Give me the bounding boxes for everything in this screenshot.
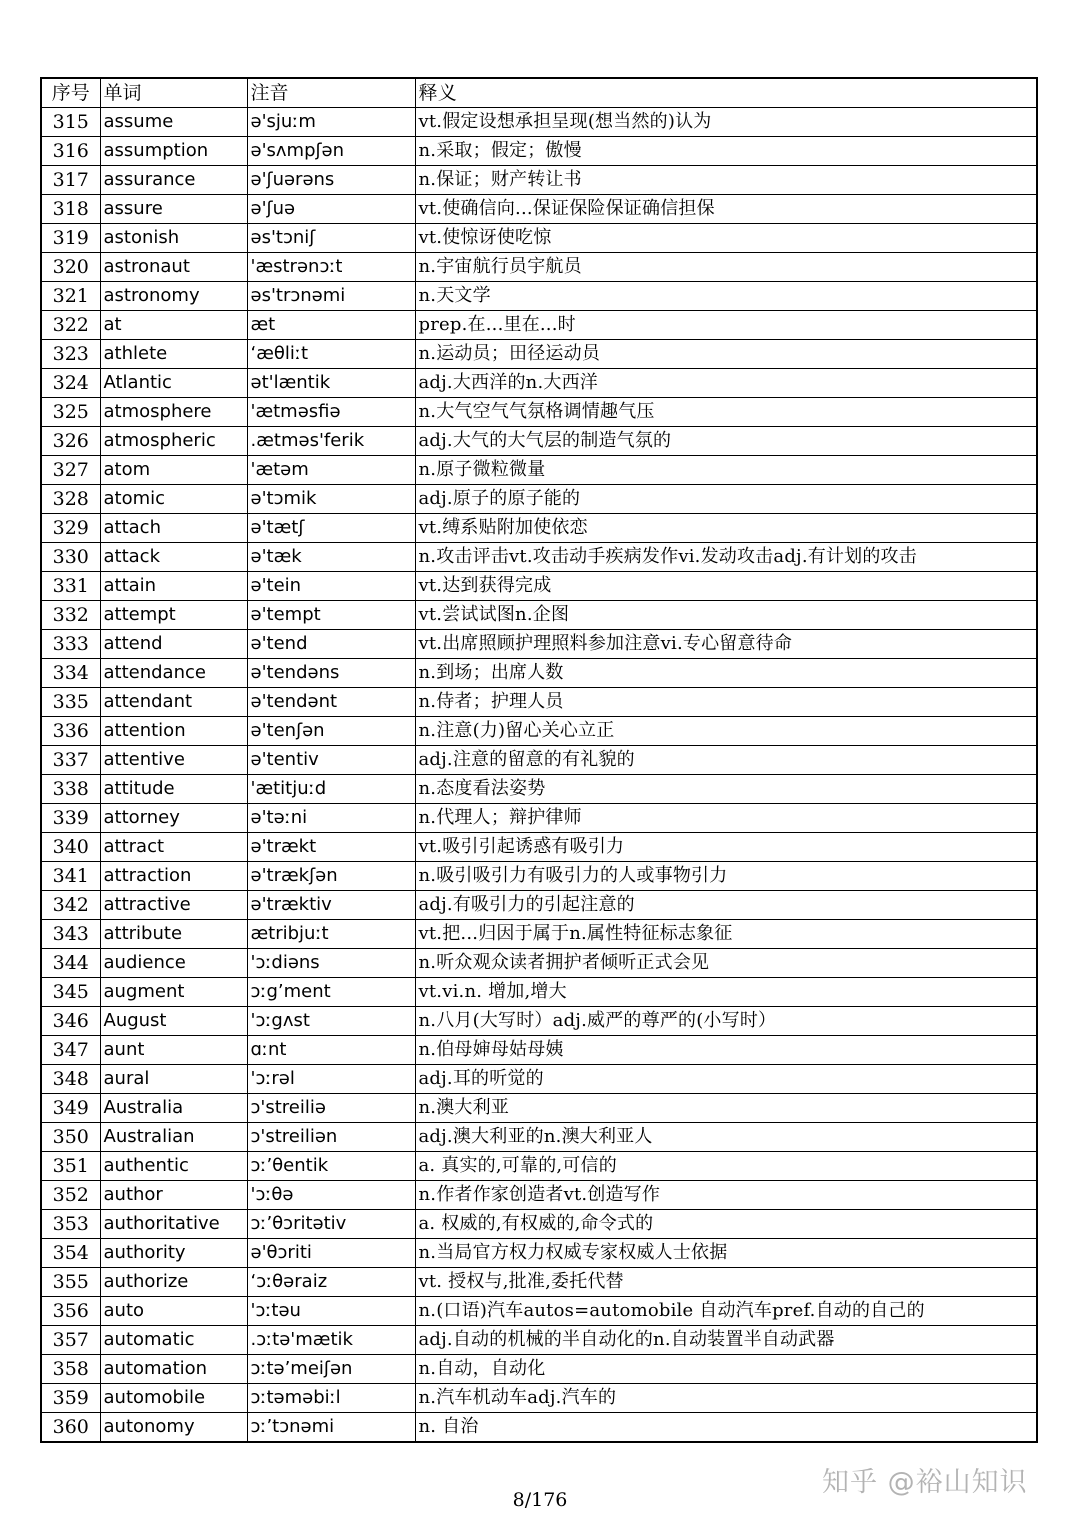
row-phonetic: .ɔːtə'mætik <box>247 1326 415 1355</box>
row-definition: n.吸引吸引力有吸引力的人或事物引力 <box>415 862 1037 891</box>
table-row <box>41 949 1037 978</box>
row-phonetic: .ætməs'ferik <box>247 427 415 456</box>
row-definition: n.态度看法姿势 <box>415 775 1037 804</box>
table-row <box>41 1181 1037 1210</box>
row-number: 357 <box>41 1326 100 1355</box>
row-phonetic: ɔː’θentik <box>247 1152 415 1181</box>
row-phonetic: ə'trækt <box>247 833 415 862</box>
row-word: atom <box>100 456 247 485</box>
table-row <box>41 224 1037 253</box>
row-word: Australian <box>100 1123 247 1152</box>
row-word: authorize <box>100 1268 247 1297</box>
row-word: assumption <box>100 137 247 166</box>
row-number: 352 <box>41 1181 100 1210</box>
table-row <box>41 282 1037 311</box>
row-definition: adj.大西洋的n.大西洋 <box>415 369 1037 398</box>
row-number: 355 <box>41 1268 100 1297</box>
row-phonetic: 'ɔːtəu <box>247 1297 415 1326</box>
table-row <box>41 1094 1037 1123</box>
row-phonetic: 'ætməsfiə <box>247 398 415 427</box>
row-phonetic: ə'tentiv <box>247 746 415 775</box>
row-number: 346 <box>41 1007 100 1036</box>
table-row <box>41 1152 1037 1181</box>
table-row <box>41 630 1037 659</box>
row-definition: vt.使确信向...保证保险保证确信担保 <box>415 195 1037 224</box>
table-row <box>41 1065 1037 1094</box>
table-row <box>41 195 1037 224</box>
row-definition: n.八月(大写时）adj.威严的尊严的(小写时） <box>415 1007 1037 1036</box>
table-row <box>41 1268 1037 1297</box>
table-row <box>41 1210 1037 1239</box>
row-phonetic: ə'θɔriti <box>247 1239 415 1268</box>
row-phonetic: ‘æθliːt <box>247 340 415 369</box>
row-phonetic: 'ɔːgʌst <box>247 1007 415 1036</box>
row-definition: n. 自治 <box>415 1413 1037 1443</box>
row-definition: adj.澳大利亚的n.澳大利亚人 <box>415 1123 1037 1152</box>
row-definition: adj.原子的原子能的 <box>415 485 1037 514</box>
table-row <box>41 137 1037 166</box>
row-number: 339 <box>41 804 100 833</box>
row-definition: adj.自动的机械的半自动化的n.自动装置半自动武器 <box>415 1326 1037 1355</box>
row-definition: n.自动，自动化 <box>415 1355 1037 1384</box>
row-definition: n.作者作家创造者vt.创造写作 <box>415 1181 1037 1210</box>
row-definition: n.澳大利亚 <box>415 1094 1037 1123</box>
row-definition: n.采取；假定；傲慢 <box>415 137 1037 166</box>
row-number: 317 <box>41 166 100 195</box>
row-word: aunt <box>100 1036 247 1065</box>
row-number: 343 <box>41 920 100 949</box>
row-phonetic: 'ætitjuːd <box>247 775 415 804</box>
table-row <box>41 601 1037 630</box>
row-definition: vt.吸引引起诱惑有吸引力 <box>415 833 1037 862</box>
vocabulary-table <box>40 77 1038 1443</box>
table-row <box>41 659 1037 688</box>
table-row <box>41 311 1037 340</box>
row-definition: vt.把...归因于属于n.属性特征标志象征 <box>415 920 1037 949</box>
row-phonetic: əs'trɔnəmi <box>247 282 415 311</box>
row-number: 345 <box>41 978 100 1007</box>
row-phonetic: ə'tæk <box>247 543 415 572</box>
table-row <box>41 369 1037 398</box>
row-definition: vt.vi.n. 增加,增大 <box>415 978 1037 1007</box>
table-row <box>41 775 1037 804</box>
row-definition: vt.使惊讶使吃惊 <box>415 224 1037 253</box>
row-phonetic: ætribjuːt <box>247 920 415 949</box>
table-row <box>41 572 1037 601</box>
row-number: 349 <box>41 1094 100 1123</box>
row-definition: n.注意(力)留心关心立正 <box>415 717 1037 746</box>
row-phonetic: ɔːtəməbiːl <box>247 1384 415 1413</box>
row-word: automation <box>100 1355 247 1384</box>
row-definition: a. 真实的,可靠的,可信的 <box>415 1152 1037 1181</box>
table-row <box>41 920 1037 949</box>
row-phonetic: ɔ'streiliən <box>247 1123 415 1152</box>
row-word: atomic <box>100 485 247 514</box>
row-word: Atlantic <box>100 369 247 398</box>
row-number: 316 <box>41 137 100 166</box>
row-word: attorney <box>100 804 247 833</box>
row-definition: a. 权威的,有权威的,命令式的 <box>415 1210 1037 1239</box>
row-number: 319 <box>41 224 100 253</box>
row-word: August <box>100 1007 247 1036</box>
row-phonetic: ə'tend <box>247 630 415 659</box>
table-row <box>41 717 1037 746</box>
row-definition: n.听众观众读者拥护者倾听正式会见 <box>415 949 1037 978</box>
row-number: 322 <box>41 311 100 340</box>
row-number: 328 <box>41 485 100 514</box>
row-number: 334 <box>41 659 100 688</box>
row-phonetic: ə'tɔmik <box>247 485 415 514</box>
row-definition: n.伯母婶母姑母姨 <box>415 1036 1037 1065</box>
row-word: astonish <box>100 224 247 253</box>
table-row <box>41 427 1037 456</box>
table-row <box>41 688 1037 717</box>
row-phonetic: ə'tendənt <box>247 688 415 717</box>
row-word: assume <box>100 108 247 137</box>
table-row <box>41 891 1037 920</box>
row-word: attentive <box>100 746 247 775</box>
row-definition: n.宇宙航行员宇航员 <box>415 253 1037 282</box>
row-word: auto <box>100 1297 247 1326</box>
row-phonetic: ə'tendəns <box>247 659 415 688</box>
row-word: attend <box>100 630 247 659</box>
table-row <box>41 514 1037 543</box>
row-definition: adj.有吸引力的引起注意的 <box>415 891 1037 920</box>
row-phonetic: ɔːg’ment <box>247 978 415 1007</box>
row-word: attain <box>100 572 247 601</box>
row-phonetic: ə'tenʃən <box>247 717 415 746</box>
header-definition: 释义 <box>415 78 1037 108</box>
row-phonetic: ɔː’θɔritətiv <box>247 1210 415 1239</box>
row-phonetic: ət'læntik <box>247 369 415 398</box>
row-phonetic: ə'træktiv <box>247 891 415 920</box>
row-number: 360 <box>41 1413 100 1443</box>
row-phonetic: æt <box>247 311 415 340</box>
row-phonetic: ɔ'streiliə <box>247 1094 415 1123</box>
row-definition: adj.大气的大气层的制造气氛的 <box>415 427 1037 456</box>
row-definition: vt. 授权与,批准,委托代替 <box>415 1268 1037 1297</box>
row-definition: vt.出席照顾护理照料参加注意vi.专心留意待命 <box>415 630 1037 659</box>
table-row <box>41 862 1037 891</box>
row-number: 321 <box>41 282 100 311</box>
table-row <box>41 340 1037 369</box>
row-definition: n.当局官方权力权威专家权威人士依据 <box>415 1239 1037 1268</box>
row-definition: n.到场；出席人数 <box>415 659 1037 688</box>
table-row <box>41 108 1037 137</box>
row-number: 338 <box>41 775 100 804</box>
row-number: 336 <box>41 717 100 746</box>
row-number: 348 <box>41 1065 100 1094</box>
table-row <box>41 1413 1037 1443</box>
row-word: attendant <box>100 688 247 717</box>
header-phonetic: 注音 <box>247 78 415 108</box>
row-phonetic: ə'ʃuərəns <box>247 166 415 195</box>
row-word: augment <box>100 978 247 1007</box>
table-row <box>41 1239 1037 1268</box>
row-number: 320 <box>41 253 100 282</box>
row-word: audience <box>100 949 247 978</box>
row-phonetic: ə'sjuːm <box>247 108 415 137</box>
row-phonetic: ə'tein <box>247 572 415 601</box>
row-number: 359 <box>41 1384 100 1413</box>
row-word: automobile <box>100 1384 247 1413</box>
row-word: author <box>100 1181 247 1210</box>
row-definition: adj.耳的听觉的 <box>415 1065 1037 1094</box>
table-row <box>41 1036 1037 1065</box>
table-row <box>41 804 1037 833</box>
table-row <box>41 1326 1037 1355</box>
row-word: aural <box>100 1065 247 1094</box>
row-number: 351 <box>41 1152 100 1181</box>
row-number: 318 <box>41 195 100 224</box>
row-word: astronomy <box>100 282 247 311</box>
row-word: autonomy <box>100 1413 247 1443</box>
table-row <box>41 543 1037 572</box>
row-number: 344 <box>41 949 100 978</box>
row-word: automatic <box>100 1326 247 1355</box>
row-number: 354 <box>41 1239 100 1268</box>
row-word: astronaut <box>100 253 247 282</box>
row-word: attraction <box>100 862 247 891</box>
row-definition: n.汽车机动车adj.汽车的 <box>415 1384 1037 1413</box>
table-row <box>41 1355 1037 1384</box>
row-word: authority <box>100 1239 247 1268</box>
row-number: 323 <box>41 340 100 369</box>
row-word: atmosphere <box>100 398 247 427</box>
table-row <box>41 1384 1037 1413</box>
row-definition: n.保证；财产转让书 <box>415 166 1037 195</box>
row-word: attribute <box>100 920 247 949</box>
row-word: Australia <box>100 1094 247 1123</box>
table-row <box>41 746 1037 775</box>
row-number: 335 <box>41 688 100 717</box>
row-word: authentic <box>100 1152 247 1181</box>
row-word: attention <box>100 717 247 746</box>
page-number: 8/176 <box>512 1489 568 1511</box>
row-definition: vt.缚系贴附加使依恋 <box>415 514 1037 543</box>
row-number: 340 <box>41 833 100 862</box>
row-phonetic: ə'trækʃən <box>247 862 415 891</box>
row-phonetic: 'ɔːrəl <box>247 1065 415 1094</box>
row-definition: n.代理人；辩护律师 <box>415 804 1037 833</box>
row-phonetic: 'ɔːθə <box>247 1181 415 1210</box>
table-header-row <box>41 78 1037 108</box>
watermark: 知乎 @裕山知识 <box>822 1467 1028 1498</box>
row-number: 350 <box>41 1123 100 1152</box>
row-number: 337 <box>41 746 100 775</box>
row-number: 341 <box>41 862 100 891</box>
row-word: authoritative <box>100 1210 247 1239</box>
row-phonetic: ə'ʃuə <box>247 195 415 224</box>
row-number: 327 <box>41 456 100 485</box>
row-phonetic: 'ætəm <box>247 456 415 485</box>
row-phonetic: ɔːtə’meiʃən <box>247 1355 415 1384</box>
row-phonetic: ‘ɔːθəraiz <box>247 1268 415 1297</box>
row-phonetic: ə'təːni <box>247 804 415 833</box>
row-definition: n.(口语)汽车autos=automobile 自动汽车pref.自动的自己的 <box>415 1297 1037 1326</box>
row-definition: n.大气空气气氛格调情趣气压 <box>415 398 1037 427</box>
row-word: athlete <box>100 340 247 369</box>
row-phonetic: ɔː’tɔnəmi <box>247 1413 415 1443</box>
row-word: attempt <box>100 601 247 630</box>
table-row <box>41 398 1037 427</box>
row-phonetic: əs'tɔniʃ <box>247 224 415 253</box>
row-phonetic: 'ɔːdiəns <box>247 949 415 978</box>
row-word: attractive <box>100 891 247 920</box>
row-phonetic: ə'sʌmpʃən <box>247 137 415 166</box>
row-word: assurance <box>100 166 247 195</box>
row-number: 356 <box>41 1297 100 1326</box>
table-row <box>41 1297 1037 1326</box>
row-definition: n.原子微粒微量 <box>415 456 1037 485</box>
row-definition: n.天文学 <box>415 282 1037 311</box>
row-word: assure <box>100 195 247 224</box>
row-phonetic: ə'tempt <box>247 601 415 630</box>
table-row <box>41 978 1037 1007</box>
table-body <box>41 78 1037 1442</box>
row-phonetic: ə'tætʃ <box>247 514 415 543</box>
row-number: 330 <box>41 543 100 572</box>
row-definition: vt.尝试试图n.企图 <box>415 601 1037 630</box>
row-number: 332 <box>41 601 100 630</box>
row-number: 353 <box>41 1210 100 1239</box>
row-definition: n.攻击评击vt.攻击动手疾病发作vi.发动攻击adj.有计划的攻击 <box>415 543 1037 572</box>
row-definition: n.侍者；护理人员 <box>415 688 1037 717</box>
row-word: attack <box>100 543 247 572</box>
row-phonetic: ɑːnt <box>247 1036 415 1065</box>
table-row <box>41 253 1037 282</box>
row-definition: n.运动员；田径运动员 <box>415 340 1037 369</box>
row-word: atmospheric <box>100 427 247 456</box>
row-number: 325 <box>41 398 100 427</box>
row-number: 342 <box>41 891 100 920</box>
row-number: 329 <box>41 514 100 543</box>
row-phonetic: 'æstrənɔːt <box>247 253 415 282</box>
table-row <box>41 1007 1037 1036</box>
table-row <box>41 166 1037 195</box>
row-number: 347 <box>41 1036 100 1065</box>
row-number: 324 <box>41 369 100 398</box>
row-word: attendance <box>100 659 247 688</box>
row-number: 315 <box>41 108 100 137</box>
row-number: 333 <box>41 630 100 659</box>
row-number: 331 <box>41 572 100 601</box>
row-number: 358 <box>41 1355 100 1384</box>
row-word: attach <box>100 514 247 543</box>
row-word: attract <box>100 833 247 862</box>
row-definition: vt.达到获得完成 <box>415 572 1037 601</box>
table-row <box>41 456 1037 485</box>
row-definition: vt.假定设想承担呈现(想当然的)认为 <box>415 108 1037 137</box>
table-row <box>41 485 1037 514</box>
row-definition: prep.在...里在...时 <box>415 311 1037 340</box>
row-definition: adj.注意的留意的有礼貌的 <box>415 746 1037 775</box>
table-row <box>41 833 1037 862</box>
row-word: attitude <box>100 775 247 804</box>
header-word: 单词 <box>100 78 247 108</box>
table-row <box>41 1123 1037 1152</box>
header-number: 序号 <box>41 78 100 108</box>
row-word: at <box>100 311 247 340</box>
row-number: 326 <box>41 427 100 456</box>
